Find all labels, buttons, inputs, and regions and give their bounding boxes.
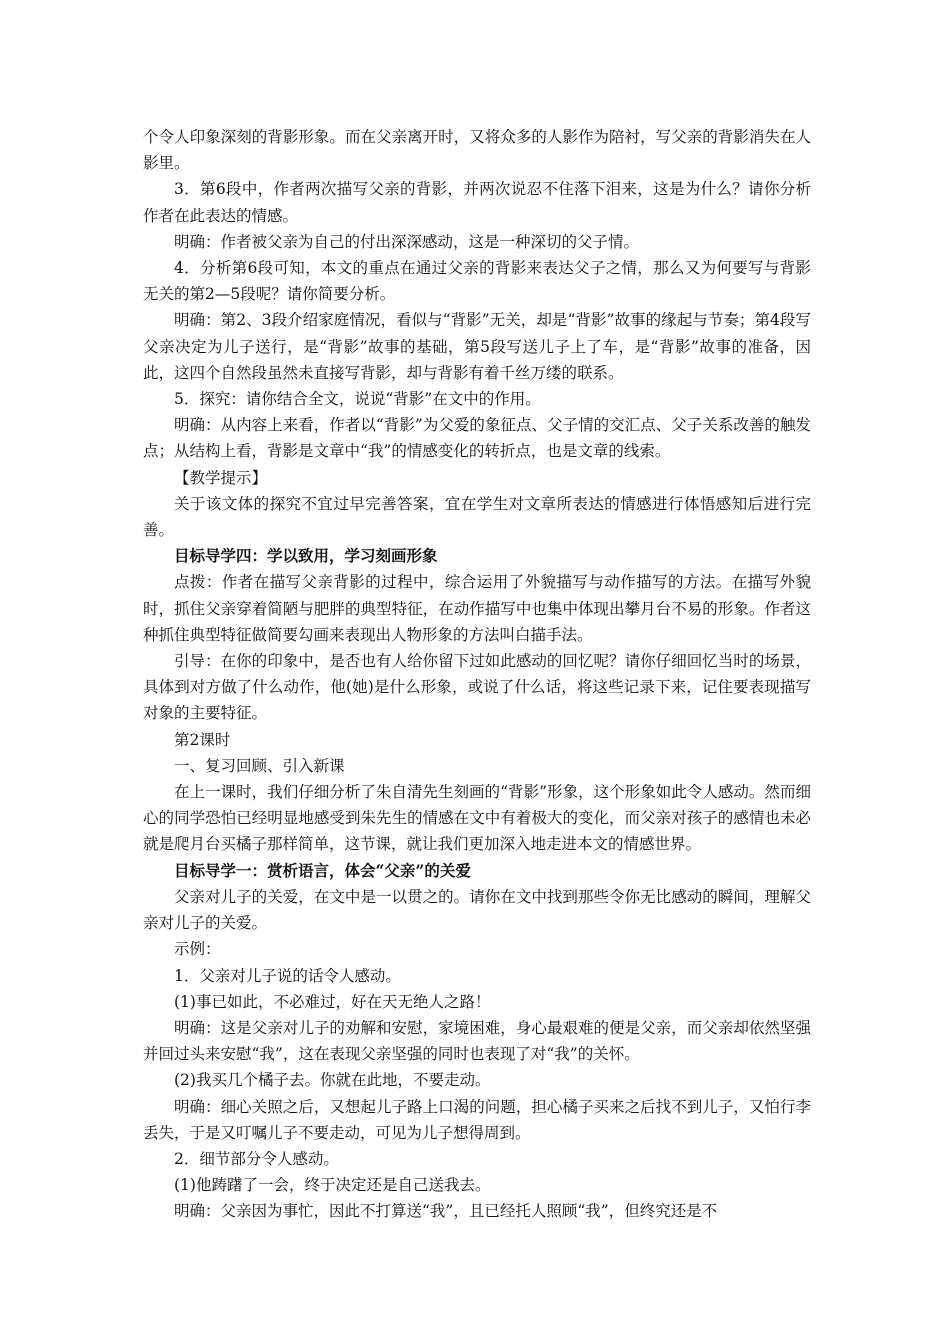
lesson-2-heading: 第2课时 — [174, 730, 231, 749]
paragraph-7: 明确：从内容上来看，作者以“背影”为父爱的象征点、父子情的交汇点、父子关系改善的触发点；从结构上看，背影是文章中“我”的情感变化的转折点，也是文章的线索。 — [143, 416, 811, 461]
paragraph-25: (1)他踌躇了一会，终于决定还是自己送我去。 — [174, 1176, 491, 1195]
review-heading: 一、复习回顾、引入新课 — [174, 756, 345, 775]
paragraph-23: 明确：细心关照之后，又想起儿子路上口渴的问题，担心橘子买来之后找不到儿子，又怕行李丢失，于是又叮嘱儿子不要走动，可见为儿子想得周到。 — [143, 1097, 811, 1142]
paragraph-6: 5．探究：请你结合全文，说说“背影”在文中的作用。 — [174, 390, 541, 409]
paragraph-21: 明确：这是父亲对儿子的劝解和安慰，家境困难，身心最艰难的便是父亲，而父亲却依然坚强并回过头来安慰“我”，这在表现父亲坚强的同时也表现了对“我”的关怀。 — [143, 1018, 811, 1064]
paragraph-12: 引导：在你的印象中，是否也有人给你留下过如此感动的回忆呢？请你仔细回忆当时的场景，具体到对方做了什么动作，他(她)是什么形象，或说了什么话，将这些记录下来，记住要表现描写对象的主要特征。 — [143, 652, 811, 723]
paragraph-17: 父亲对儿子的关爱，在文中是一以贯之的。请你在文中找到那些令你无比感动的瞬间，理解父亲对儿子的关爱。 — [143, 887, 811, 933]
paragraph-19: 1．父亲对儿子说的话令人感动。 — [174, 966, 401, 985]
paragraph-4: 4．分析第6段可知，本文的重点在通过父亲的背影来表达父子之情，那么又为何要写与背影无关的第2—5段呢？请你简要分析。 — [143, 259, 811, 304]
paragraph-20: (1)事已如此，不必难过，好在天无绝人之路！ — [174, 992, 491, 1011]
section-heading-goal-1: 目标导学一：赏析语言，体会“父亲”的关爱 — [174, 860, 471, 880]
paragraph-1: 个令人印象深刻的背影形象。而在父亲离开时，又将众多的人影作为陪衬，写父亲的背影消失在人影里。 — [143, 128, 811, 173]
paragraph-15: 在上一课时，我们仔细分析了朱自清先生刻画的“背影”形象，这个形象如此令人感动。然而细心的同学恐怕已经明显地感受到朱先生的情感在文中有着极大的变化，而父亲对孩子的感情也未必就是爬月台买橘子那样简单，这节课，就让我们更加深入地走进本文的情感世界。 — [143, 783, 811, 854]
paragraph-26: 明确：父亲因为事忙，因此不打算送“我”，且已经托人照顾“我”，但终究还是不 — [174, 1202, 718, 1221]
paragraph-11: 点拨：作者在描写父亲背影的过程中，综合运用了外貌描写与动作描写的方法。在描写外貌时，抓住父亲穿着简陋与肥胖的典型特征，在动作描写中也集中体现出攀月台不易的形象。作者这种抓住典型特征做简要勾画来表现出人物形象的方法叫白描手法。 — [143, 573, 811, 644]
teaching-tip-heading: 【教学提示】 — [174, 468, 268, 487]
paragraph-5: 明确：第2、3段介绍家庭情况，看似与“背影”无关，却是“背影”故事的缘起与节奏；第4段写父亲决定为儿子送行，是“背影”故事的基础，第5段写送儿子上了车，是“背影”故事的准备，因此，这四个自然段虽然未直接写背影，却与背影有着千丝万缕的联系。 — [143, 311, 811, 382]
paragraph-3: 明确：作者被父亲为自己的付出深深感动，这是一种深切的父子情。 — [174, 232, 640, 251]
section-heading-goal-4: 目标导学四：学以致用，学习刻画形象 — [174, 546, 438, 566]
paragraph-24: 2．细节部分令人感动。 — [174, 1149, 339, 1168]
paragraph-9: 关于该文体的探究不宜过早完善答案，宜在学生对文章所表达的情感进行体悟感知后进行完善。 — [143, 494, 811, 540]
paragraph-22: (2)我买几个橘子去。你就在此地，不要走动。 — [174, 1071, 491, 1090]
paragraph-2: 3．第6段中，作者两次描写父亲的背影，并两次说忍不住落下泪来，这是为什么？请你分析作者在此表达的情感。 — [143, 180, 811, 225]
document-page — [143, 124, 811, 1225]
example-label: 示例： — [174, 940, 221, 959]
